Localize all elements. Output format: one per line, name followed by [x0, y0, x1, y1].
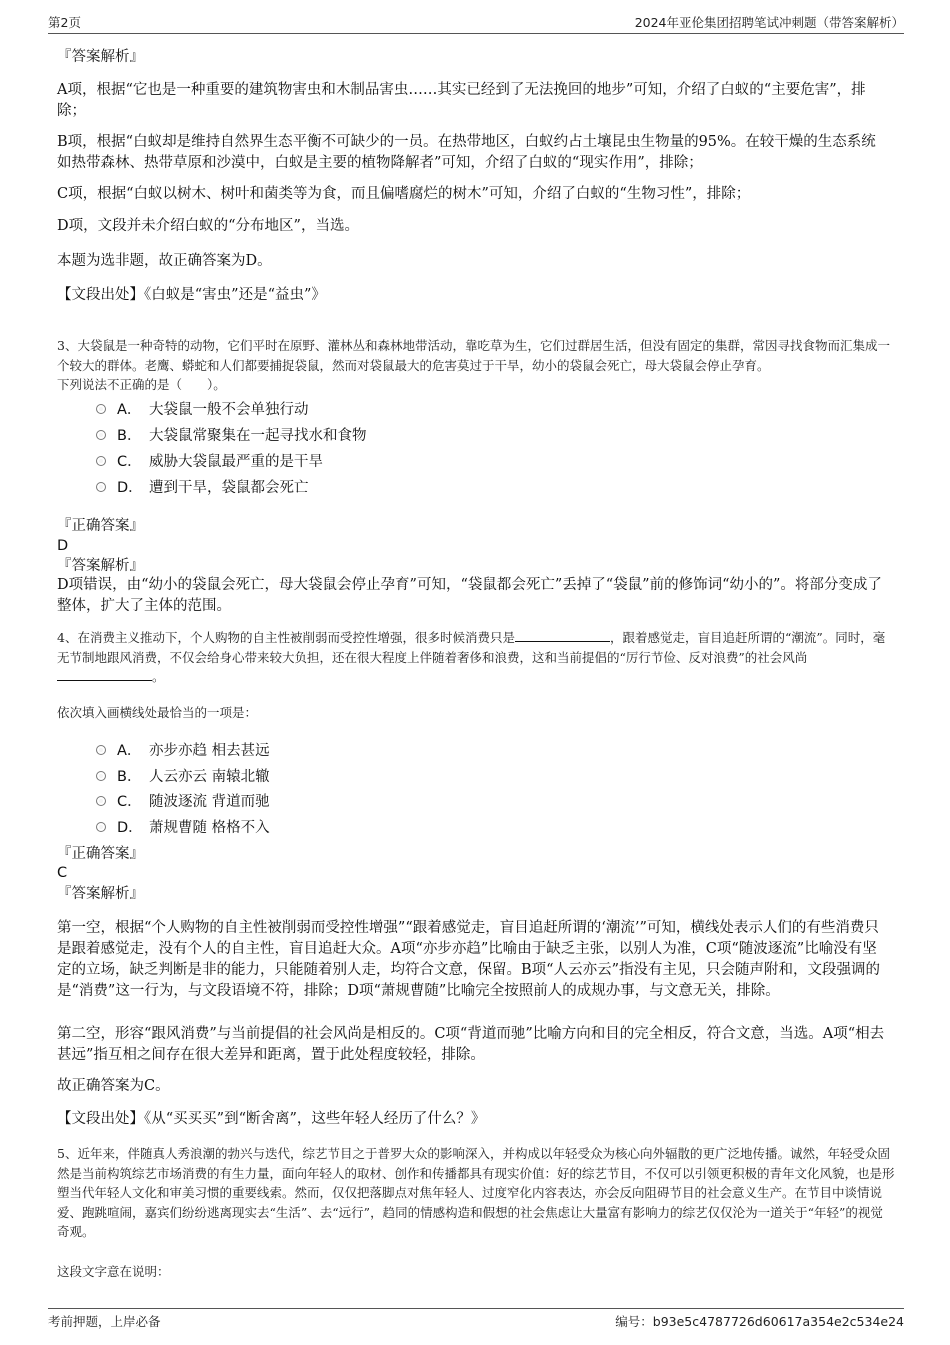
option-letter: D．	[117, 480, 143, 496]
q3-option-c[interactable]	[96, 450, 323, 471]
q4-stem	[57, 628, 895, 687]
q4-answer-label: 『正确答案』	[57, 846, 144, 862]
footer-slogan: 考前押题，上岸必备	[48, 1314, 161, 1329]
page-number: 第2页	[48, 15, 81, 30]
q4-option-c[interactable]	[96, 790, 270, 811]
radio-icon[interactable]	[96, 822, 106, 832]
q2-analysis-b: B项，根据“白蚁却是维持自然界生态平衡不可缺少的一员。在热带地区，白蚁约占土壤昆虫生物量的95%。在较干燥的生态系统如热带森林、热带草原和沙漠中，白蚁是主要的植物降解者”可知，介绍了白蚁的“现实作用”，排除；	[57, 134, 876, 171]
option-letter: D．	[117, 820, 143, 836]
q4-stem-part2: ，跟着感觉走，盲目追赶所谓的“潮流”。同时，毫无节制地跟风消费，不仅会给身心带来较大负担，还在很大程度上伴随着奢侈和浪费，这和当前提倡的“厉行节俭、反对浪费”的社会风尚	[57, 630, 886, 665]
q3-option-b[interactable]	[96, 424, 367, 445]
q3-analysis: D项错误，由“幼小的袋鼠会死亡，母大袋鼠会停止孕育”可知，“袋鼠都会死亡”丢掉了“袋鼠”前的修饰词“幼小的”。将部分变成了整体，扩大了主体的范围。	[57, 577, 882, 614]
q2-analysis-a: A项，根据“它也是一种重要的建筑物害虫和木制品害虫……其实已经到了无法挽回的地步”可知，介绍了白蚁的“主要危害”，排除；	[57, 82, 866, 119]
q4-option-a[interactable]	[96, 739, 270, 760]
q3-analysis-label: 『答案解析』	[57, 558, 144, 574]
blank-1	[515, 628, 610, 642]
option-letter: A．	[117, 743, 142, 759]
option-letter: B．	[117, 769, 142, 785]
option-text: 亦步亦趋 相去甚远	[149, 743, 270, 759]
q4-analysis-p1: 第一空，根据“个人购物的自主性被削弱而受控性增强”“跟着感觉走，盲目追赶所谓的‘潮流’”可知，横线处表示人们的有些消费只是跟着感觉走，没有个人的自主性，盲目追赶大众。A项“亦步亦趋”比喻由于缺乏主张，以别人为准，C项“随波逐流”比喻没有坚定的立场，缺乏判断是非的能力，只能随着别人走，均符合文意，保留。B项“人云亦云”指没有主见，只会随声附和，文段强调的是“消费”这一行为，与文段语境不符，排除；D项“萧规曹随”比喻完全按照前人的成规办事，与文意无关，排除。	[57, 920, 880, 999]
radio-icon[interactable]	[96, 745, 106, 755]
radio-icon[interactable]	[96, 404, 106, 414]
q2-source: 【文段出处】《白蚁是“害虫”还是“益虫”》	[57, 287, 326, 303]
q2-conclusion: 本题为选非题，故正确答案为D。	[57, 253, 272, 269]
radio-icon[interactable]	[96, 430, 106, 440]
q4-prompt: 依次填入画横线处最恰当的一项是：	[57, 705, 258, 720]
q5-prompt: 这段文字意在说明：	[57, 1264, 170, 1279]
blank-2	[57, 667, 152, 681]
q4-stem-part1: 4、在消费主义推动下，个人购物的自主性被削弱而受控性增强，很多时候消费只是	[57, 630, 515, 645]
option-text: 大袋鼠一般不会单独行动	[149, 402, 309, 418]
q3-answer-label: 『正确答案』	[57, 518, 144, 534]
q2-analysis-label: 『答案解析』	[57, 49, 144, 65]
q4-source: 【文段出处】《从“买买买”到“断舍离”，这些年轻人经历了什么？》	[57, 1111, 486, 1127]
q4-answer: C	[57, 865, 68, 881]
option-letter: C．	[117, 454, 142, 470]
q3-answer: D	[57, 538, 69, 554]
header-divider	[48, 33, 904, 34]
radio-icon[interactable]	[96, 796, 106, 806]
option-text: 萧规曹随 格格不入	[149, 820, 270, 836]
document-id: 编号：b93e5c4787726d60617a354e2c534e24	[615, 1314, 904, 1329]
q2-analysis-c: C项，根据“白蚁以树木、树叶和菌类等为食，而且偏嗜腐烂的树木”可知，介绍了白蚁的“生物习性”，排除；	[57, 186, 751, 202]
option-text: 人云亦云 南辕北辙	[149, 769, 270, 785]
q4-option-b[interactable]	[96, 765, 270, 786]
option-text: 大袋鼠常聚集在一起寻找水和食物	[149, 428, 367, 444]
q4-analysis-p2: 第二空，形容“跟风消费”与当前提倡的社会风尚是相反的。C项“背道而驰”比喻方向和目的完全相反，符合文意，当选。A项“相去甚远”指互相之间存在很大差异和距离，置于此处程度较轻，排除。	[57, 1026, 885, 1063]
q4-conclusion: 故正确答案为C。	[57, 1078, 170, 1094]
q3-stem: 3、大袋鼠是一种奇特的动物，它们平时在原野、灌林丛和森林地带活动，靠吃草为生，它们过群居生活，但没有固定的集群，常因寻找食物而汇集成一个较大的群体。老鹰、蟒蛇和人们都要捕捉袋鼠，然而对袋鼠最大的危害莫过于干旱，幼小的袋鼠会死亡，母大袋鼠会停止孕育。	[57, 338, 890, 373]
radio-icon[interactable]	[96, 456, 106, 466]
q4-option-d[interactable]	[96, 816, 270, 837]
q4-stem-end: 。	[152, 669, 165, 684]
document-title: 2024年亚伦集团招聘笔试冲刺题（带答案解析）	[634, 15, 904, 30]
radio-icon[interactable]	[96, 771, 106, 781]
option-letter: C．	[117, 794, 142, 810]
q4-analysis-label: 『答案解析』	[57, 886, 144, 902]
option-text: 随波逐流 背道而驰	[149, 794, 270, 810]
option-text: 遭到干旱，袋鼠都会死亡	[149, 480, 309, 496]
radio-icon[interactable]	[96, 482, 106, 492]
footer-divider	[48, 1308, 904, 1309]
option-text: 威胁大袋鼠最严重的是干旱	[149, 454, 323, 470]
q3-option-d[interactable]	[96, 476, 309, 497]
q3-prompt: 下列说法不正确的是（ ）。	[57, 377, 226, 392]
q3-option-a[interactable]	[96, 398, 309, 419]
option-letter: A．	[117, 402, 142, 418]
page-header	[48, 13, 904, 31]
q2-analysis-d: D项，文段并未介绍白蚁的“分布地区”，当选。	[57, 218, 359, 234]
page-footer	[48, 1312, 904, 1330]
option-letter: B．	[117, 428, 142, 444]
q5-stem: 5、近年来，伴随真人秀浪潮的勃兴与迭代，综艺节目之于普罗大众的影响深入，并构成以年轻受众为核心向外辐散的更广泛地传播。诚然，年轻受众固然是当前构筑综艺市场消费的有生力量，面向年轻人的取材、创作和传播都具有现实价值：好的综艺节目，不仅可以引领更积极的青年文化风貌，也是形塑当代年轻人文化和审美习惯的重要线索。然而，仅仅把落脚点对焦年轻人、过度窄化内容表达，亦会反向阻碍节目的社会意义生产。在节目中谈情说爱、跑跳喧闹，嘉宾们纷纷逃离现实去“生活”、去“远行”，趋同的情感构造和假想的社会焦虑让大量富有影响力的综艺仅仅沦为一道关于“年轻”的视觉奇观。	[57, 1146, 895, 1239]
